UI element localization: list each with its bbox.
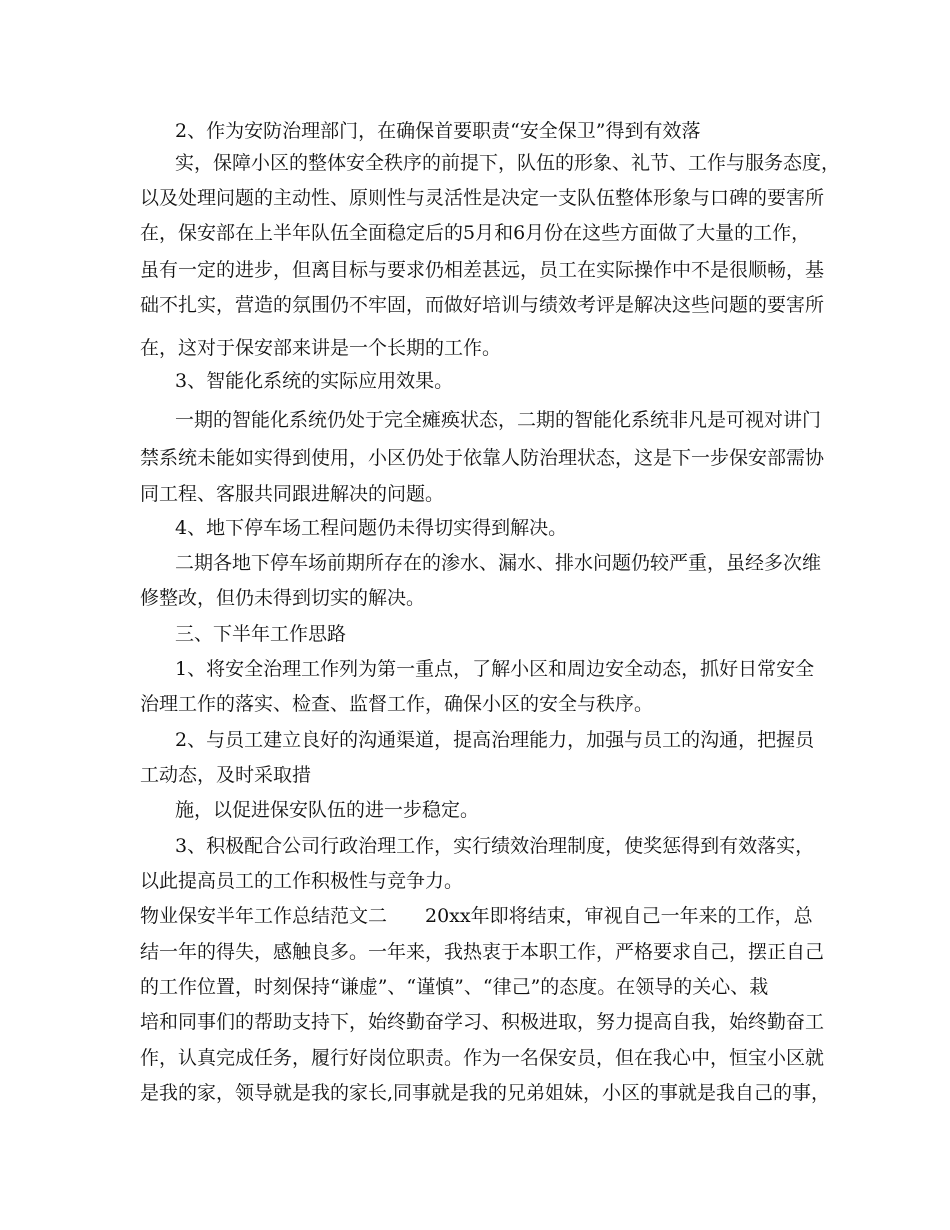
text-line: 结一年的得失，感触良多。一年来，我热衷于本职工作，严格要求自己，摆正自己	[140, 941, 825, 963]
text-line: 4、地下停车场工程问题仍未得切实得到解决。	[175, 517, 568, 539]
text-line: 3、智能化系统的实际应用效果。	[175, 370, 454, 392]
text-line: 禁系统未能如实得到使用，小区仍处于依靠人防治理状态，这是下一步保安部需协	[140, 447, 825, 469]
text-line: 1、将安全治理工作列为第一重点，了解小区和周边安全动态，抓好日常安全	[175, 658, 815, 680]
text-line: 在，保安部在上半年队伍全面稳定后的5月和6月份在这些方面做了大量的工作，	[140, 222, 811, 244]
text-line: 三、下半年工作思路	[175, 623, 347, 645]
text-line: 治理工作的落实、检查、监督工作，确保小区的安全与秩序。	[140, 693, 654, 715]
text-line: 2、作为安防治理部门，在确保首要职责“安全保卫”得到有效落	[175, 120, 701, 142]
text-line: 是我的家，领导就是我的家长,同事就是我的兄弟姐妹，小区的事就是我自己的事，	[140, 1082, 831, 1104]
text-line: 作，认真完成任务，履行好岗位职责。作为一名保安员，但在我心中，恒宝小区就	[140, 1047, 825, 1069]
text-line: 工动态，及时采取措	[140, 764, 312, 786]
text-line: 虽有一定的进步，但离目标与要求仍相差甚远，员工在实际操作中不是很顺畅，基	[140, 259, 825, 281]
text-line: 2、与员工建立良好的沟通渠道，提高治理能力，加强与员工的沟通，把握员	[175, 729, 815, 751]
text-line: 同工程、客服共同跟进解决的问题。	[140, 483, 445, 505]
text-line: 施，以促进保安队伍的进一步稳定。	[175, 799, 480, 821]
text-line: 一期的智能化系统仍处于完全瘫痪状态，二期的智能化系统非凡是可视对讲门	[175, 409, 822, 431]
text-line: 3、积极配合公司行政治理工作，实行绩效治理制度，使奖惩得到有效落实，	[175, 835, 815, 857]
text-line: 础不扎实，营造的氛围仍不牢固，而做好培训与绩效考评是解决这些问题的要害所	[140, 294, 825, 316]
text-line: 物业保安半年工作总结范文二 20xx年即将结束，审视自己一年来的工作，总	[140, 905, 813, 927]
text-line: 以及处理问题的主动性、原则性与灵活性是决定一支队伍整体形象与口碑的要害所	[140, 187, 825, 209]
text-line: 在，这对于保安部来讲是一个长期的工作。	[140, 337, 502, 359]
text-line: 实，保障小区的整体安全秩序的前提下，队伍的形象、礼节、工作与服务态度，	[175, 152, 841, 174]
text-line: 二期各地下停车场前期所存在的渗水、漏水、排水问题仍较严重，虽经多次维	[175, 552, 822, 574]
text-line: 修整改，但仍未得到切实的解决。	[140, 587, 426, 609]
text-line: 以此提高员工的工作积极性与竞争力。	[140, 870, 464, 892]
text-line: 培和同事们的帮助支持下，始终勤奋学习、积极进取，努力提高自我，始终勤奋工	[140, 1011, 825, 1033]
text-line: 的工作位置，时刻保持“谦虚”、“谨慎”、“律己”的态度。在领导的关心、栽	[140, 976, 769, 998]
